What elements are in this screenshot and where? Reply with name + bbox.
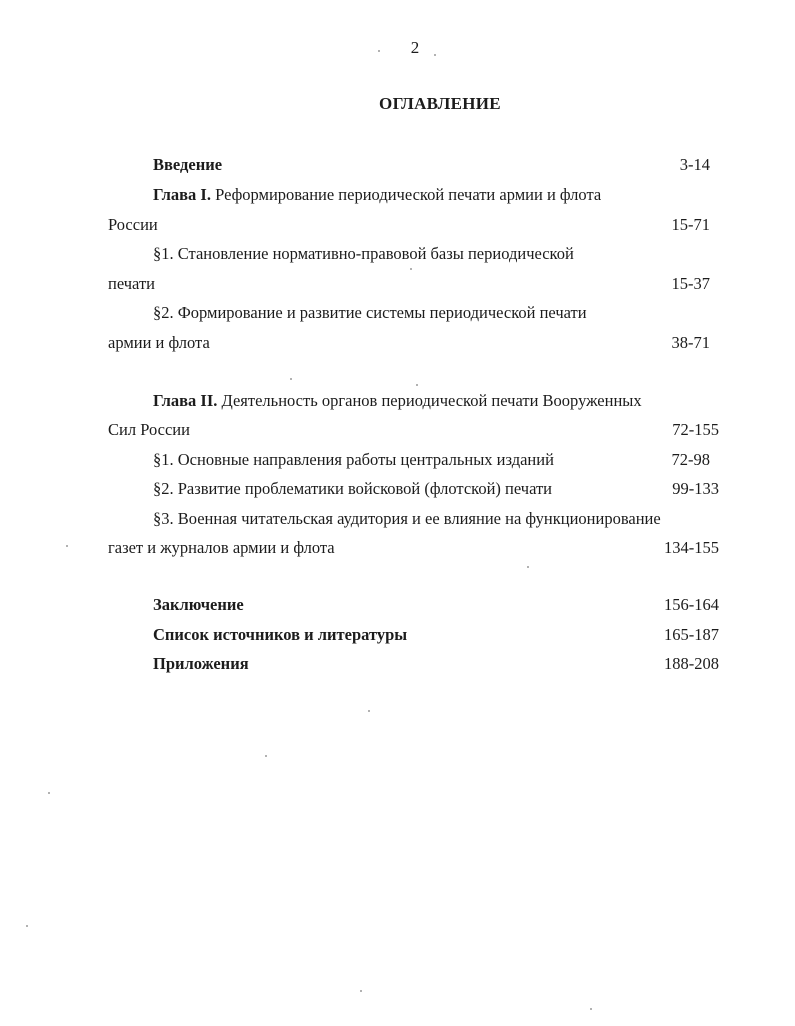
toc-ch2-section1: §1. Основные направления работы центральных изданий [153, 450, 554, 469]
scan-speck [378, 50, 380, 52]
toc-ch1-section2-pages: 38-71 [671, 333, 710, 352]
toc-ch1-section2-line2: армии и флота [108, 333, 210, 352]
toc-chapter1-pages: 15-71 [671, 215, 710, 234]
page-number: 2 [410, 38, 420, 57]
toc-ch2-section1-pages: 72-98 [671, 450, 710, 469]
scan-speck [416, 384, 418, 386]
scan-speck [360, 990, 362, 992]
toc-ch2-section2: §2. Развитие проблематики войсковой (флотской) печати [153, 479, 553, 498]
toc-chapter1-prefix: Глава I. [153, 185, 211, 204]
toc-appendix-label: Приложения [153, 654, 249, 673]
scan-speck [26, 925, 28, 927]
scan-speck [290, 378, 292, 380]
toc-conclusion-label: Заключение [153, 595, 244, 614]
toc-chapter2-line2: Сил России [108, 420, 190, 439]
toc-ch1-section1-pages: 15-37 [671, 274, 710, 293]
scan-speck [527, 566, 529, 568]
toc-appendix-pages: 188-208 [664, 654, 719, 673]
toc-ch2-section3-pages: 134-155 [664, 538, 719, 557]
scan-speck [265, 755, 267, 757]
page-title: ОГЛАВЛЕНИЕ [379, 94, 501, 113]
toc-ch2-section3-line2: газет и журналов армии и флота [108, 538, 335, 557]
toc-ch1-section2-line1: §2. Формирование и развитие системы периодической печати [153, 303, 587, 322]
scan-speck [66, 545, 68, 547]
toc-ch2-section3-line1: §3. Военная читательская аудитория и ее влияние на функционирование [153, 509, 661, 528]
toc-intro-pages: 3-14 [679, 155, 710, 174]
toc-chapter2-prefix: Глава II. [153, 391, 218, 410]
toc-sources-pages: 165-187 [664, 625, 719, 644]
toc-ch1-section1-line1: §1. Становление нормативно-правовой базы периодической [153, 244, 574, 263]
toc-chapter1-line1 [153, 185, 601, 205]
toc-chapter2-title: Деятельность органов периодической печати Вооруженных [217, 391, 642, 410]
toc-ch1-section1-line2: печати [108, 274, 155, 293]
toc-intro-label: Введение [153, 155, 223, 174]
toc-chapter2-line1 [153, 391, 642, 411]
scan-speck [410, 268, 412, 270]
toc-conclusion-pages: 156-164 [664, 595, 719, 614]
scan-speck [434, 54, 436, 56]
toc-chapter1-line2: России [108, 215, 158, 234]
scan-speck [590, 1008, 592, 1010]
toc-chapter1-title: Реформирование периодической печати армии и флота [210, 185, 602, 204]
toc-sources-label: Список источников и литературы [153, 625, 408, 644]
toc-ch2-section2-pages: 99-133 [672, 479, 719, 498]
toc-chapter2-pages: 72-155 [672, 420, 719, 439]
scan-speck [48, 792, 50, 794]
scan-speck [368, 710, 370, 712]
